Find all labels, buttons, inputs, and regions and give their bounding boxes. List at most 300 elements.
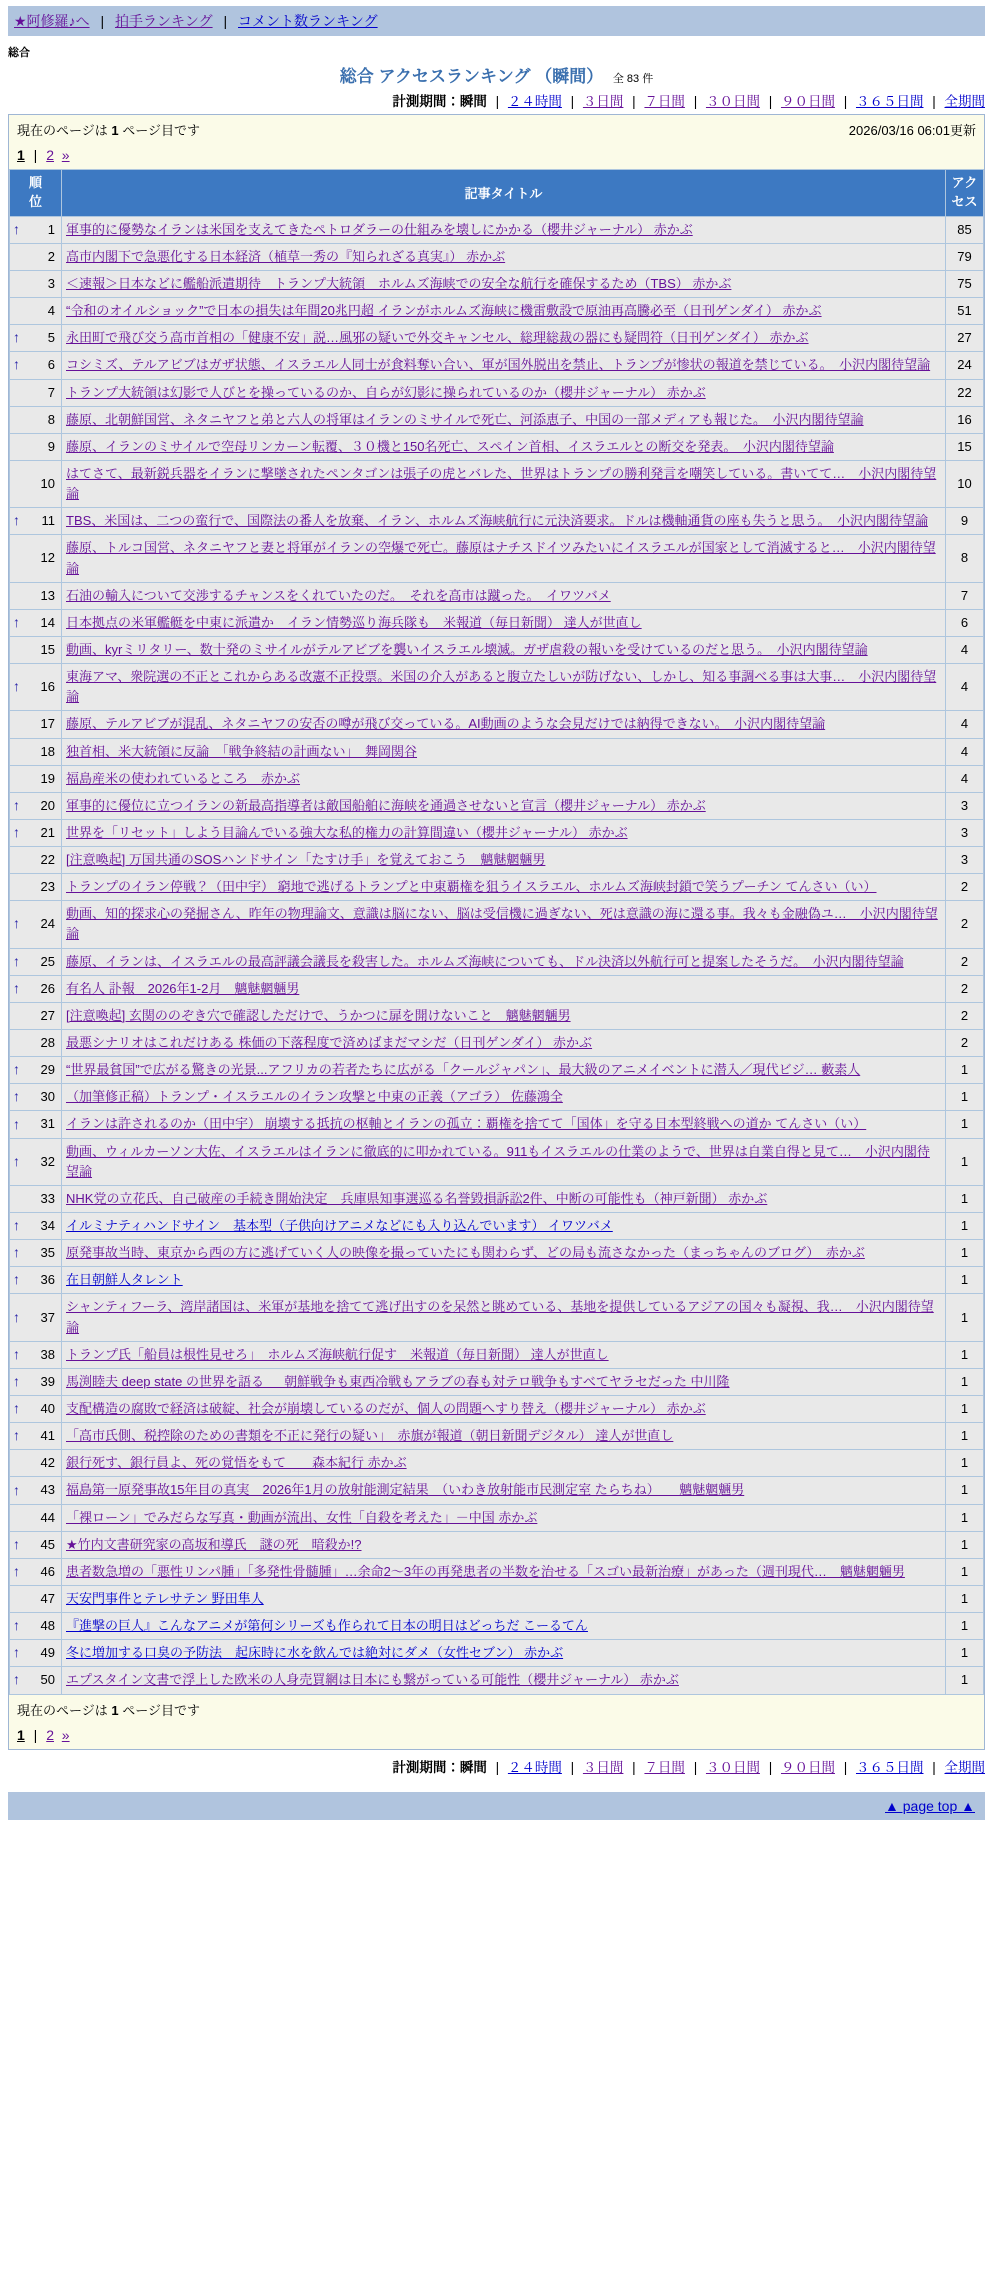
period-label: 計測期間： bbox=[392, 1759, 460, 1775]
article-link[interactable]: [注意喚起] 玄関ののぞき穴で確認しただけで、うかつに扉を開けないこと 魑魅魍魎男 bbox=[66, 1007, 571, 1023]
rank-number: 12 bbox=[40, 550, 55, 566]
article-link[interactable]: 有名人 訃報 2026年1-2月 魑魅魍魎男 bbox=[66, 980, 300, 996]
period-link[interactable]: ３日間 bbox=[582, 94, 624, 109]
article-link[interactable]: 藤原、テルアビブが混乱、ネタニヤフの安否の噂が飛び交っている。AI動画のような会見だけでは納得できない。 小沢内閣待望論 bbox=[66, 716, 826, 732]
table-row bbox=[10, 1057, 984, 1084]
access-count: 24 bbox=[946, 352, 984, 379]
period-label: 計測期間： bbox=[392, 94, 460, 109]
current-page-text: 現在のページは 1 ページ目です bbox=[17, 1702, 200, 1718]
rank-up-icon: ↑ bbox=[13, 1244, 20, 1261]
rank-cell bbox=[10, 1558, 62, 1585]
rank-up-icon: ↑ bbox=[13, 1088, 20, 1105]
access-count: 2 bbox=[946, 901, 984, 948]
rank-up-icon: ↑ bbox=[13, 678, 20, 695]
period-link[interactable]: ９０日間 bbox=[780, 1759, 835, 1775]
rank-cell bbox=[10, 1531, 62, 1558]
access-count: 1 bbox=[946, 1240, 984, 1267]
period-separator: | bbox=[928, 94, 940, 109]
access-count: 1 bbox=[946, 1185, 984, 1212]
period-separator: | bbox=[628, 94, 640, 109]
period-link[interactable]: ３６５日間 bbox=[855, 94, 924, 109]
rank-cell bbox=[10, 1294, 62, 1341]
article-link[interactable]: イルミナティハンドサイン 基本型（子供向けアニメなどにも入り込んでいます） イワツバメ bbox=[66, 1218, 613, 1234]
access-count: 4 bbox=[946, 765, 984, 792]
access-count: 22 bbox=[946, 379, 984, 406]
access-count: 27 bbox=[946, 325, 984, 352]
title-cell bbox=[62, 847, 946, 874]
rank-up-icon: ↑ bbox=[13, 1617, 20, 1634]
rank-up-icon: ↑ bbox=[13, 220, 20, 237]
rank-number: 30 bbox=[40, 1089, 55, 1105]
access-count: 79 bbox=[946, 243, 984, 270]
article-link[interactable]: コシミズ、テルアビブはガザ状態、イスラエル人同士が食料奪い合い、軍が国外脱出を禁止、トランプが惨状の報道を禁じている。 小沢内閣待望論 bbox=[66, 357, 931, 373]
access-count: 6 bbox=[946, 609, 984, 636]
rank-number: 20 bbox=[40, 797, 55, 813]
title-cell bbox=[62, 406, 946, 433]
rank-number: 37 bbox=[40, 1309, 55, 1325]
rank-cell bbox=[10, 1477, 62, 1504]
rank-cell bbox=[10, 1002, 62, 1029]
title-cell bbox=[62, 609, 946, 636]
article-link[interactable]: 「高市氏側、税控除のための書類を不正に発行の疑い」 赤旗が報道（朝日新聞デジタル） 達人が世直し bbox=[66, 1428, 674, 1444]
title-cell bbox=[62, 792, 946, 819]
pagination-page-link[interactable]: 2 bbox=[46, 1726, 55, 1743]
table-row bbox=[10, 819, 984, 846]
article-link[interactable]: 永田町で飛び交う高市首相の「健康不安」説…風邪の疑いで外交キャンセル、総理総裁の器にも疑問符（日刊ゲンダイ） 赤かぶ bbox=[66, 330, 809, 346]
rank-number: 1 bbox=[47, 221, 55, 237]
article-link[interactable]: （加筆修正稿）トランプ・イスラエルのイラン攻撃と中東の正義（アゴラ） 佐藤鴻全 bbox=[66, 1089, 563, 1105]
article-link[interactable]: トランプのイラン停戦？（田中宇） 窮地で逃げるトランプと中東覇権を狙うイスラエル、ホルムズ海峡封鎖で笑うプーチン てんさい（い） bbox=[66, 879, 877, 895]
access-count: 4 bbox=[946, 738, 984, 765]
rank-number: 21 bbox=[40, 824, 55, 840]
rank-up-icon: ↑ bbox=[13, 1271, 20, 1288]
title-cell bbox=[62, 1477, 946, 1504]
rank-cell bbox=[10, 1185, 62, 1212]
article-link[interactable]: 支配構造の腐敗で経済は破綻、社会が崩壊しているのだが、個人の問題へすり替え（櫻井ジャーナル） 赤かぶ bbox=[66, 1401, 706, 1417]
article-link[interactable]: 日本拠点の米軍艦艇を中東に派遣か イラン情勢巡り海兵隊も 米報道（毎日新聞） 達人が世直し bbox=[66, 614, 642, 630]
rank-cell bbox=[10, 243, 62, 270]
rank-up-icon: ↑ bbox=[13, 1563, 20, 1580]
title-cell bbox=[62, 1213, 946, 1240]
table-row bbox=[10, 243, 984, 270]
title-cell bbox=[62, 1531, 946, 1558]
access-count: 10 bbox=[946, 460, 984, 507]
rank-up-icon: ↑ bbox=[13, 1308, 20, 1325]
access-count: 1 bbox=[946, 1057, 984, 1084]
table-row bbox=[10, 1240, 984, 1267]
article-link[interactable]: NHK党の立花氏、自己破産の手続き開始決定 兵庫県知事選巡る名誉毀損訴訟2件、中断の可能性も（神戸新聞） 赤かぶ bbox=[66, 1190, 768, 1206]
table-row bbox=[10, 433, 984, 460]
title-cell bbox=[62, 1423, 946, 1450]
access-count: 3 bbox=[946, 819, 984, 846]
access-count: 1 bbox=[946, 1640, 984, 1667]
access-count: 15 bbox=[946, 433, 984, 460]
article-link[interactable]: “令和のオイルショック”で日本の損失は年間20兆円超 イランがホルムズ海峡に機雷敷設で原油再高騰必至（日刊ゲンダイ） 赤かぶ bbox=[66, 303, 822, 319]
table-row bbox=[10, 1531, 984, 1558]
table-row bbox=[10, 1504, 984, 1531]
article-link[interactable]: 原発事故当時、東京から西の方に逃げていく人の映像を撮っていたにも関わらず、どの局も流さなかった（まっちゃんのブログ） 赤かぶ bbox=[66, 1245, 865, 1261]
article-link[interactable]: 福島第一原発事故15年目の真実 2026年1月の放射能測定結果 （いわき放射能市民測定室 たらちね） 魑魅魍魎男 bbox=[66, 1482, 745, 1498]
rank-number: 35 bbox=[40, 1245, 55, 1261]
article-link[interactable]: イランは許されるのか（田中宇） 崩壊する抵抗の枢軸とイランの孤立：覇権を捨てて「国体」を守る日本型終戦への道か てんさい（い） bbox=[66, 1116, 867, 1132]
rank-up-icon: ↑ bbox=[13, 614, 20, 631]
access-count: 2 bbox=[946, 975, 984, 1002]
rank-up-icon: ↑ bbox=[13, 1152, 20, 1169]
rank-cell bbox=[10, 1613, 62, 1640]
rank-up-icon: ↑ bbox=[13, 356, 20, 373]
article-link[interactable]: 動画、知的探求心の発掘さん、昨年の物理論文、意識は脳にない、脳は受信機に過ぎない、死は意識の海に還る事。我々も金融偽ユ… 小沢内閣待望論 bbox=[66, 906, 938, 942]
topnav-link[interactable]: 拍手ランキング bbox=[114, 13, 213, 29]
access-count: 1 bbox=[946, 1613, 984, 1640]
article-link[interactable]: 独首相、米大統領に反論 「戦争終結の計画ない」 舞岡関谷 bbox=[66, 743, 418, 759]
rank-number: 28 bbox=[40, 1035, 55, 1051]
table-row bbox=[10, 352, 984, 379]
period-nav-top bbox=[8, 90, 985, 110]
rank-cell bbox=[10, 1030, 62, 1057]
period-separator: | bbox=[839, 94, 851, 109]
article-link[interactable]: 高市内閣下で急悪化する日本経済（植草一秀の『知られざる真実』） 赤かぶ bbox=[66, 248, 506, 264]
title-cell bbox=[62, 1057, 946, 1084]
table-row bbox=[10, 711, 984, 738]
rank-number: 38 bbox=[40, 1346, 55, 1362]
rank-up-icon: ↑ bbox=[13, 1217, 20, 1234]
pagination-next-link[interactable]: » bbox=[61, 1726, 70, 1743]
rank-cell bbox=[10, 216, 62, 243]
rank-number: 29 bbox=[40, 1062, 55, 1078]
rank-up-icon: ↑ bbox=[13, 915, 20, 932]
period-link[interactable]: ７日間 bbox=[644, 94, 685, 109]
article-link[interactable]: トランプ大統領は幻影で人びとを操っているのか、自らが幻影に操られているのか（櫻井ジャーナル） 赤かぶ bbox=[66, 384, 706, 400]
period-separator: | bbox=[764, 94, 776, 109]
article-link[interactable]: 軍事的に優位に立つイランの新最高指導者は敵国船舶に海峡を通過させないと宣言（櫻井ジャーナル） 赤かぶ bbox=[66, 797, 706, 813]
table-row bbox=[10, 1477, 984, 1504]
table-row bbox=[10, 1613, 984, 1640]
table-row bbox=[10, 1640, 984, 1667]
table-row bbox=[10, 270, 984, 297]
pagination-next-link[interactable]: » bbox=[61, 147, 70, 163]
info-box-bottom bbox=[9, 1695, 984, 1749]
header-title: 記事タイトル bbox=[62, 170, 946, 217]
article-link[interactable]: “世界最貧国”で広がる驚きの光景...アフリカの若者たちに広がる「クールジャパン」、最大級のアニメイベントに潜入／現代ビジ… 藪素人 bbox=[66, 1062, 861, 1078]
period-link[interactable]: ２４時間 bbox=[507, 1759, 562, 1775]
table-row bbox=[10, 609, 984, 636]
rank-number: 32 bbox=[40, 1153, 55, 1169]
rank-cell bbox=[10, 1450, 62, 1477]
rank-number: 18 bbox=[40, 743, 55, 759]
period-separator: | bbox=[566, 1759, 578, 1775]
topnav-link[interactable]: ★阿修羅♪へ bbox=[14, 13, 90, 29]
title-cell bbox=[62, 1504, 946, 1531]
title-cell bbox=[62, 738, 946, 765]
rank-up-icon: ↑ bbox=[13, 1427, 20, 1444]
access-count: 1 bbox=[946, 1477, 984, 1504]
access-count: 1 bbox=[946, 1586, 984, 1613]
access-count: 2 bbox=[946, 1002, 984, 1029]
page-top-link[interactable]: ▲ page top ▲ bbox=[885, 1797, 975, 1814]
rank-number: 47 bbox=[40, 1591, 55, 1606]
access-count: 4 bbox=[946, 636, 984, 663]
access-count: 4 bbox=[946, 664, 984, 711]
top-nav bbox=[8, 6, 985, 36]
article-link[interactable]: 『進撃の巨人』こんなアニメが第何シリーズも作られて日本の明日はどっちだ こーるてん bbox=[66, 1618, 588, 1634]
rank-cell bbox=[10, 1111, 62, 1138]
rank-cell bbox=[10, 901, 62, 948]
rank-cell bbox=[10, 535, 62, 582]
rank-number: 23 bbox=[40, 879, 55, 895]
period-link[interactable]: ３６５日間 bbox=[855, 1759, 924, 1775]
access-count: 1 bbox=[946, 1450, 984, 1477]
header-access: アクセス bbox=[946, 170, 984, 217]
rank-cell bbox=[10, 765, 62, 792]
rank-number: 15 bbox=[40, 641, 55, 657]
table-row bbox=[10, 975, 984, 1002]
table-row bbox=[10, 1667, 984, 1694]
article-link[interactable]: トランプ氏「船員は根性見せろ」 ホルムズ海峡航行促す 米報道（毎日新聞） 達人が世直し bbox=[66, 1346, 609, 1362]
access-count: 51 bbox=[946, 298, 984, 325]
title-cell bbox=[62, 1002, 946, 1029]
period-link[interactable]: ９０日間 bbox=[780, 94, 835, 109]
article-link[interactable]: ★竹内文書研究家の高坂和導氏 謎の死 暗殺か!? bbox=[66, 1536, 362, 1552]
article-link[interactable]: 世界を「リセット」しよう目論んでいる強大な私的権力の計算間違い（櫻井ジャーナル） 赤かぶ bbox=[66, 824, 628, 840]
page-top-bar bbox=[8, 1792, 985, 1820]
title-cell bbox=[62, 535, 946, 582]
article-link[interactable]: 患者数急増の「悪性リンパ腫」「多発性骨髄腫」…余命2～3年の再発患者の半数を治せる「スゴい最新治療」があった（週刊現代… 魑魅魍魎男 bbox=[66, 1563, 905, 1579]
access-count: 1 bbox=[946, 1341, 984, 1368]
article-link[interactable]: 天安門事件とテレサテン 野田隼人 bbox=[66, 1591, 264, 1606]
access-count: 9 bbox=[946, 508, 984, 535]
title-cell bbox=[62, 460, 946, 507]
title-cell bbox=[62, 874, 946, 901]
access-count: 1 bbox=[946, 1423, 984, 1450]
access-count: 1 bbox=[946, 1504, 984, 1531]
article-link[interactable]: エプスタイン文書で浮上した欧米の人身売買網は日本にも繋がっている可能性（櫻井ジャーナル） 赤かぶ bbox=[66, 1672, 679, 1688]
access-count: 85 bbox=[946, 216, 984, 243]
info-box-top bbox=[9, 115, 984, 169]
rank-cell bbox=[10, 636, 62, 663]
updated-timestamp: 2026/03/16 06:01更新 bbox=[848, 123, 976, 138]
rank-up-icon: ↑ bbox=[13, 979, 20, 996]
rank-number: 5 bbox=[47, 330, 55, 346]
period-separator: | bbox=[689, 1759, 701, 1775]
rank-cell bbox=[10, 406, 62, 433]
rank-cell bbox=[10, 508, 62, 535]
article-link[interactable]: ＜速報＞日本などに艦船派遣期待 トランプ大統領 ホルムズ海峡での安全な航行を確保するため（TBS） 赤かぶ bbox=[66, 275, 732, 291]
rank-up-icon: ↑ bbox=[13, 1345, 20, 1362]
rank-up-icon: ↑ bbox=[13, 329, 20, 346]
title-cell bbox=[62, 1294, 946, 1341]
pagination-current[interactable]: 1 bbox=[17, 1726, 25, 1743]
access-count: 1 bbox=[946, 1294, 984, 1341]
period-separator: | bbox=[764, 1759, 776, 1775]
rank-cell bbox=[10, 1396, 62, 1423]
article-link[interactable]: 石油の輸入について交渉するチャンスをくれていたのだ。 それを高市は蹴った。 イワツバメ bbox=[66, 587, 611, 603]
article-link[interactable]: 動画、ウィルカーソン大佐、イスラエルはイランに徹底的に叩かれている。911もイスラエルの仕業のようで、世界は自業自得と見て… 小沢内閣待望論 bbox=[66, 1143, 930, 1179]
title-cell bbox=[62, 1084, 946, 1111]
table-row bbox=[10, 664, 984, 711]
table-row bbox=[10, 1084, 984, 1111]
article-link[interactable]: はてさて、最新鋭兵器をイランに撃墜されたペンタゴンは張子の虎とバレた、世界はトランプの勝利発言を嘲笑している。書いてて… 小沢内閣待望論 bbox=[66, 465, 937, 502]
rank-number: 22 bbox=[40, 852, 55, 868]
period-separator: | bbox=[689, 94, 701, 109]
period-link[interactable]: ３日間 bbox=[582, 1759, 624, 1775]
title-cell bbox=[62, 975, 946, 1002]
period-link[interactable]: ３０日間 bbox=[705, 1759, 760, 1775]
article-link[interactable]: 福島産米の使われているところ 赤かぶ bbox=[66, 770, 301, 786]
title-cell bbox=[62, 216, 946, 243]
pagination-bottom bbox=[17, 1727, 976, 1743]
period-link[interactable]: ３０日間 bbox=[705, 94, 760, 109]
rank-up-icon: ↑ bbox=[13, 797, 20, 813]
title-cell bbox=[62, 1450, 946, 1477]
title-cell bbox=[62, 352, 946, 379]
rank-number: 6 bbox=[47, 357, 55, 373]
rank-cell bbox=[10, 1138, 62, 1185]
rank-cell bbox=[10, 298, 62, 325]
title-cell bbox=[62, 379, 946, 406]
table-row bbox=[10, 948, 984, 975]
topnav-link[interactable]: コメント数ランキング bbox=[238, 13, 378, 29]
article-link[interactable]: 最悪シナリオはこれだけある 株価の下落程度で済めばまだマシだ（日刊ゲンダイ） 赤かぶ bbox=[66, 1035, 593, 1051]
pagination-page-link[interactable]: 2 bbox=[46, 147, 55, 163]
title-cell bbox=[62, 1586, 946, 1613]
table-row bbox=[10, 1294, 984, 1341]
rank-number: 9 bbox=[47, 438, 55, 454]
article-link[interactable]: 馬渕睦夫 deep state の世界を語る ＿ 朝鮮戦争も東西冷戦もアラブの春も対テロ戦争もすべてヤラセだった 中川隆 bbox=[66, 1373, 730, 1389]
article-link[interactable]: [注意喚起] 万国共通のSOSハンドサイン「たすけ手」を覚えておこう 魑魅魍魎男 bbox=[66, 852, 546, 868]
table-row bbox=[10, 874, 984, 901]
rank-cell bbox=[10, 1240, 62, 1267]
rank-up-icon: ↑ bbox=[13, 1535, 20, 1552]
period-link[interactable]: 全期間 bbox=[944, 94, 985, 109]
title-cell bbox=[62, 1368, 946, 1395]
rank-cell bbox=[10, 270, 62, 297]
access-count: 1 bbox=[946, 1111, 984, 1138]
access-count: 1 bbox=[946, 1213, 984, 1240]
period-link[interactable]: 全期間 bbox=[944, 1759, 985, 1775]
header-rank: 順位 bbox=[10, 170, 62, 217]
period-link[interactable]: ７日間 bbox=[644, 1759, 685, 1775]
rank-number: 34 bbox=[40, 1218, 55, 1234]
article-link[interactable]: 銀行死す、銀行員よ、死の覚悟をもて 森本紀行 赤かぶ bbox=[66, 1455, 407, 1471]
access-count: 1 bbox=[946, 1084, 984, 1111]
period-link[interactable]: ２４時間 bbox=[507, 94, 562, 109]
article-link[interactable]: 「裸ローン」でみだらな写真・動画が流出、女性「自殺を考えた」－中国 赤かぶ bbox=[66, 1509, 538, 1525]
rank-cell bbox=[10, 847, 62, 874]
ranking-table bbox=[9, 169, 984, 1695]
period-separator: | bbox=[566, 94, 578, 109]
pagination-top bbox=[17, 147, 976, 163]
table-row bbox=[10, 298, 984, 325]
rank-number: 16 bbox=[40, 679, 55, 695]
access-count: 1 bbox=[946, 1531, 984, 1558]
table-row bbox=[10, 1586, 984, 1613]
rank-cell bbox=[10, 1057, 62, 1084]
ranking-container bbox=[8, 114, 985, 1750]
rank-number: 2 bbox=[47, 248, 55, 264]
rank-number: 50 bbox=[40, 1672, 55, 1688]
table-row bbox=[10, 216, 984, 243]
article-link[interactable]: 藤原、北朝鮮国営、ネタニヤフと弟と六人の将軍はイランのミサイルで死亡、河添恵子、中国の一部メディアも報じた。 小沢内閣待望論 bbox=[66, 411, 864, 427]
rank-cell bbox=[10, 1267, 62, 1294]
access-count: 1 bbox=[946, 1267, 984, 1294]
title-cell bbox=[62, 1341, 946, 1368]
article-link[interactable]: TBS、米国は、二つの蛮行で、国際法の番人を放棄、イラン、ホルムズ海峡航行に元決済要求。ドルは機軸通貨の座も失うと思う。 小沢内閣待望論 bbox=[66, 513, 928, 529]
rank-up-icon: ↑ bbox=[13, 824, 20, 841]
rank-number: 48 bbox=[40, 1618, 55, 1634]
rank-cell bbox=[10, 874, 62, 901]
title-cell bbox=[62, 298, 946, 325]
table-row bbox=[10, 535, 984, 582]
rank-number: 40 bbox=[40, 1401, 55, 1417]
rank-up-icon: ↑ bbox=[13, 512, 20, 529]
rank-number: 39 bbox=[40, 1373, 55, 1389]
period-separator: | bbox=[491, 1759, 503, 1775]
article-link[interactable]: 藤原、イランのミサイルで空母リンカーン転覆、３０機と150名死亡、スペイン首相、イスラエルとの断交を発表。 小沢内閣待望論 bbox=[66, 438, 834, 454]
article-link[interactable]: 動画、kyrミリタリー、数十発のミサイルがテルアビブを襲いイスラエル壊滅。ガザ虐殺の報いを受けているのだと思う。 小沢内閣待望論 bbox=[66, 641, 868, 657]
title-cell bbox=[62, 243, 946, 270]
table-row bbox=[10, 325, 984, 352]
rank-up-icon: ↑ bbox=[13, 1644, 20, 1661]
rank-number: 42 bbox=[40, 1455, 55, 1471]
rank-cell bbox=[10, 1423, 62, 1450]
rank-number: 13 bbox=[40, 587, 55, 603]
article-link[interactable]: 軍事的に優勢なイランは米国を支えてきたペトロダラーの仕組みを壊しにかかる（櫻井ジャーナル） 赤かぶ bbox=[66, 221, 693, 237]
title-cell bbox=[62, 1185, 946, 1212]
title-cell bbox=[62, 948, 946, 975]
article-link[interactable]: 藤原、イランは、イスラエルの最高評議会議長を殺害した。ホルムズ海峡についても、ドル決済以外航行可と提案したそうだ。 小沢内閣待望論 bbox=[66, 953, 904, 969]
total-count: 全 83 件 bbox=[612, 73, 654, 85]
access-count: 1 bbox=[946, 1558, 984, 1585]
article-link[interactable]: 東海アマ、衆院選の不正とこれからある改憲不正投票。米国の介入があると腹立たしいが防げない、しかし、知る事調べる事は大事… 小沢内閣待望論 bbox=[66, 669, 937, 705]
title-cell bbox=[62, 664, 946, 711]
rank-up-icon: ↑ bbox=[13, 1061, 20, 1078]
rank-number: 11 bbox=[41, 513, 55, 529]
title-cell bbox=[62, 1396, 946, 1423]
rank-number: 26 bbox=[40, 980, 55, 996]
rank-number: 19 bbox=[40, 770, 55, 786]
access-count: 1 bbox=[946, 1667, 984, 1694]
rank-cell bbox=[10, 1084, 62, 1111]
table-row bbox=[10, 792, 984, 819]
rank-up-icon: ↑ bbox=[13, 1115, 20, 1132]
rank-cell bbox=[10, 1213, 62, 1240]
table-row bbox=[10, 738, 984, 765]
rank-number: 49 bbox=[40, 1645, 55, 1661]
period-separator: | bbox=[628, 1759, 640, 1775]
access-count: 2 bbox=[946, 948, 984, 975]
rank-up-icon: ↑ bbox=[13, 952, 20, 969]
title-cell bbox=[62, 508, 946, 535]
rank-number: 24 bbox=[40, 916, 55, 932]
period-separator: | bbox=[839, 1759, 851, 1775]
article-link[interactable]: 在日朝鮮人タレント bbox=[66, 1272, 183, 1288]
access-count: 1 bbox=[946, 1138, 984, 1185]
article-link[interactable]: 藤原、トルコ国営、ネタニヤフと妻と将軍がイランの空爆で死亡。藤原はナチスドイツみたいにイスラエルが国家として消滅すると… 小沢内閣待望論 bbox=[66, 540, 936, 576]
article-link[interactable]: シャンティフーラ、湾岸諸国は、米軍が基地を捨てて逃げ出すのを呆然と眺めている、基地を提供しているアジアの国々も凝視、我… 小沢内閣待望論 bbox=[66, 1299, 934, 1335]
rank-number: 3 bbox=[47, 275, 55, 291]
rank-number: 33 bbox=[40, 1190, 55, 1206]
pagination-current[interactable]: 1 bbox=[17, 147, 25, 163]
period-current: 瞬間 bbox=[459, 94, 487, 109]
table-row bbox=[10, 379, 984, 406]
access-count: 16 bbox=[946, 406, 984, 433]
table-header-row bbox=[10, 170, 984, 217]
table-row bbox=[10, 636, 984, 663]
title-cell bbox=[62, 1111, 946, 1138]
article-link[interactable]: 冬に増加する口臭の予防法 起床時に水を飲んでは絶対にダメ（女性セブン） 赤かぶ bbox=[66, 1645, 564, 1661]
table-row bbox=[10, 406, 984, 433]
title-cell bbox=[62, 1138, 946, 1185]
